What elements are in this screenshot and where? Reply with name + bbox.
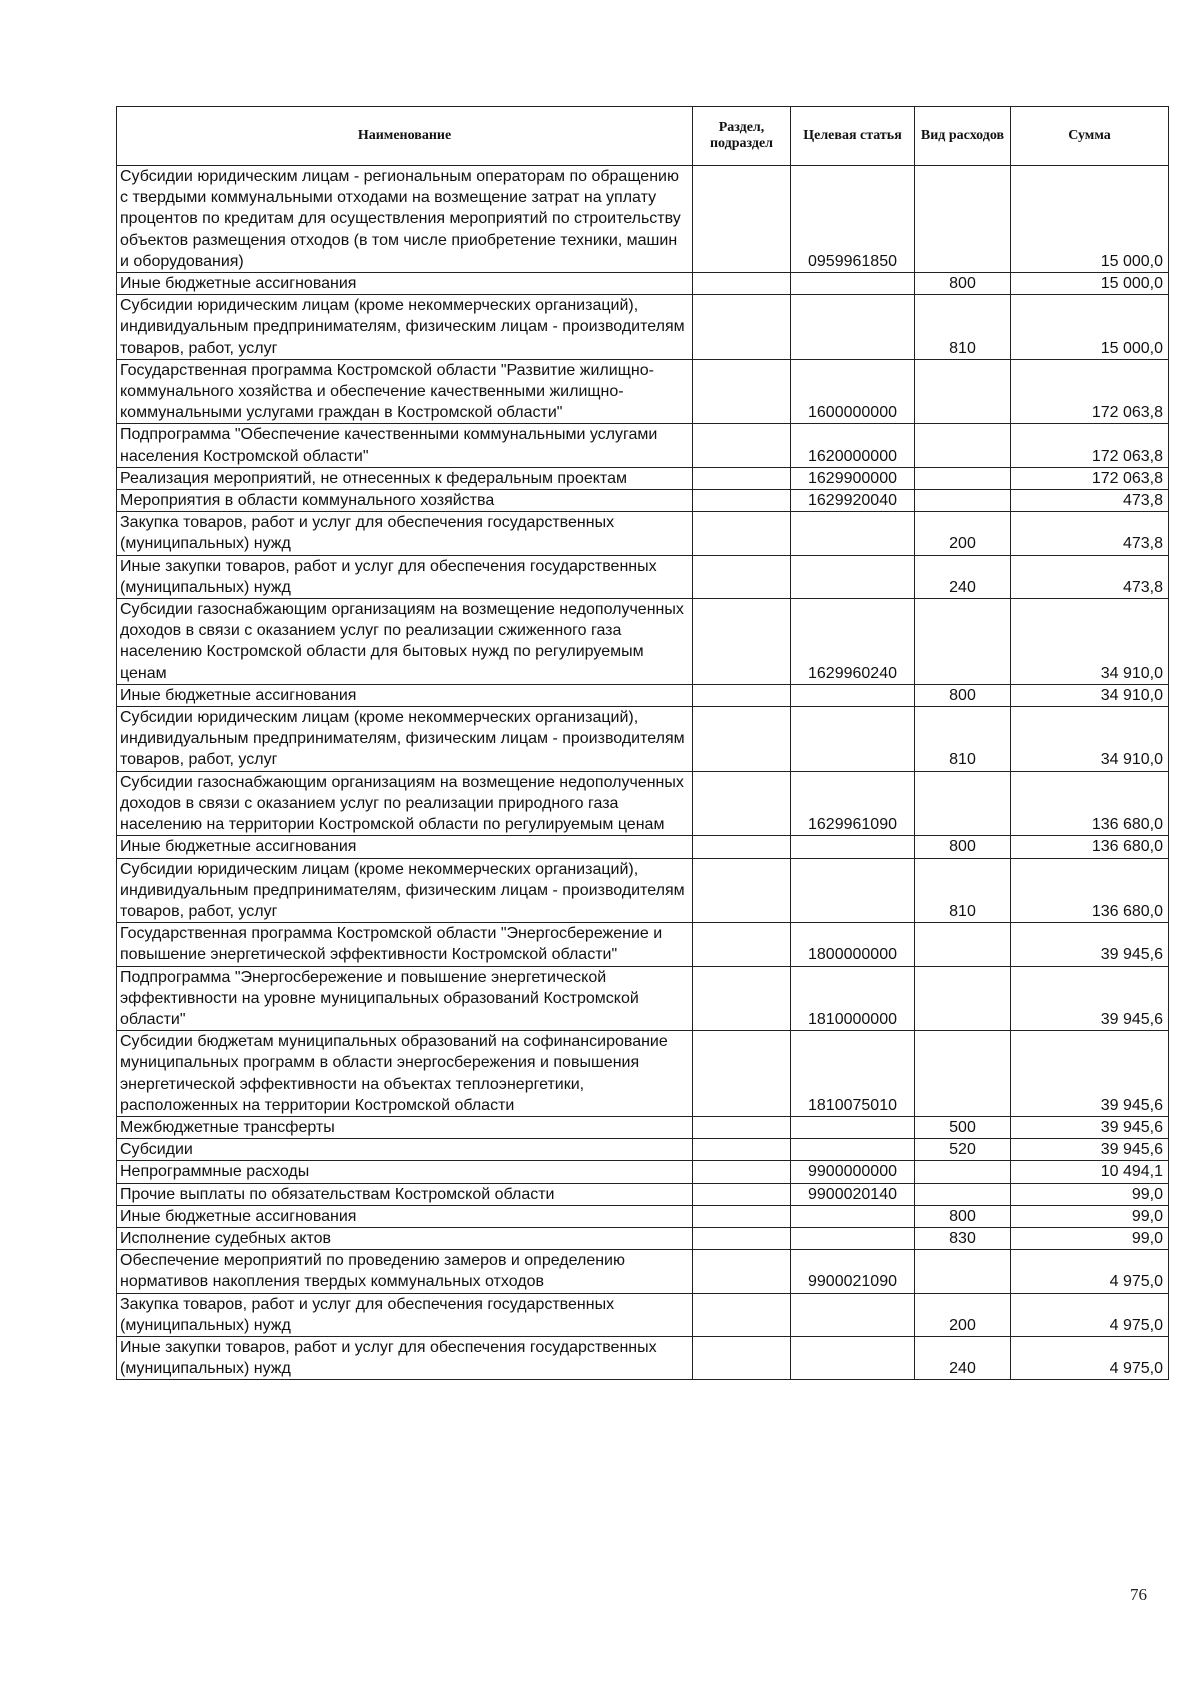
cell-target xyxy=(791,512,915,555)
table-row xyxy=(117,684,1169,706)
cell-sum: 4 975,0 xyxy=(1011,1293,1169,1336)
table-row xyxy=(117,771,1169,836)
cell-target: 1629961090 xyxy=(791,771,915,836)
cell-target xyxy=(791,684,915,706)
cell-sum: 39 945,6 xyxy=(1011,966,1169,1031)
cell-target xyxy=(791,1227,915,1249)
table-row xyxy=(117,273,1169,295)
cell-section xyxy=(693,1139,791,1161)
table-row xyxy=(117,1293,1169,1336)
cell-type: 800 xyxy=(915,1205,1011,1227)
cell-name: Государственная программа Костромской области "Развитие жилищно-коммунального хозяйства и обеспечение качественными жилищно-коммунальными услугами граждан в Костромской области" xyxy=(117,359,693,424)
cell-sum: 39 945,6 xyxy=(1011,923,1169,966)
cell-name: Реализация мероприятий, не отнесенных к федеральным проектам xyxy=(117,467,693,489)
cell-target xyxy=(791,1139,915,1161)
cell-section xyxy=(693,1031,791,1117)
cell-sum: 473,8 xyxy=(1011,555,1169,598)
cell-type xyxy=(915,1183,1011,1205)
table-row xyxy=(117,966,1169,1031)
table-row xyxy=(117,490,1169,512)
cell-sum: 39 945,6 xyxy=(1011,1116,1169,1138)
cell-sum: 15 000,0 xyxy=(1011,295,1169,360)
header-target: Целевая статья xyxy=(791,107,915,166)
cell-type: 810 xyxy=(915,707,1011,772)
cell-name: Иные бюджетные ассигнования xyxy=(117,836,693,858)
cell-section xyxy=(693,1116,791,1138)
cell-target xyxy=(791,555,915,598)
cell-type xyxy=(915,599,1011,685)
table-row xyxy=(117,1139,1169,1161)
table-row xyxy=(117,1116,1169,1138)
table-row xyxy=(117,166,1169,273)
table-row xyxy=(117,599,1169,685)
cell-sum: 172 063,8 xyxy=(1011,467,1169,489)
table-row xyxy=(117,295,1169,360)
cell-type xyxy=(915,1161,1011,1183)
cell-target xyxy=(791,707,915,772)
cell-target: 0959961850 xyxy=(791,166,915,273)
cell-section xyxy=(693,467,791,489)
cell-section xyxy=(693,555,791,598)
table-row xyxy=(117,1161,1169,1183)
cell-sum: 99,0 xyxy=(1011,1183,1169,1205)
cell-target: 1810000000 xyxy=(791,966,915,1031)
cell-sum: 34 910,0 xyxy=(1011,684,1169,706)
cell-target: 1600000000 xyxy=(791,359,915,424)
table-row xyxy=(117,923,1169,966)
cell-sum: 15 000,0 xyxy=(1011,166,1169,273)
cell-target: 9900020140 xyxy=(791,1183,915,1205)
cell-type: 240 xyxy=(915,555,1011,598)
cell-name: Субсидии юридическим лицам (кроме некоммерческих организаций), индивидуальным предпринимателям, физическим лицам - производителям товаров, работ, услуг xyxy=(117,707,693,772)
cell-type xyxy=(915,923,1011,966)
cell-type xyxy=(915,467,1011,489)
cell-type: 240 xyxy=(915,1336,1011,1379)
cell-sum: 39 945,6 xyxy=(1011,1139,1169,1161)
cell-target: 1800000000 xyxy=(791,923,915,966)
header-sum: Сумма xyxy=(1011,107,1169,166)
table-row xyxy=(117,1227,1169,1249)
cell-section xyxy=(693,599,791,685)
table-row xyxy=(117,512,1169,555)
cell-section xyxy=(693,490,791,512)
cell-type: 810 xyxy=(915,858,1011,923)
cell-section xyxy=(693,923,791,966)
cell-type: 810 xyxy=(915,295,1011,360)
cell-sum: 99,0 xyxy=(1011,1227,1169,1249)
cell-section xyxy=(693,858,791,923)
cell-target: 9900021090 xyxy=(791,1250,915,1293)
cell-sum: 39 945,6 xyxy=(1011,1031,1169,1117)
cell-name: Субсидии юридическим лицам (кроме некоммерческих организаций), индивидуальным предпринимателям, физическим лицам - производителям товаров, работ, услуг xyxy=(117,858,693,923)
cell-target xyxy=(791,1293,915,1336)
cell-name: Иные закупки товаров, работ и услуг для обеспечения государственных (муниципальных) нужд xyxy=(117,555,693,598)
cell-sum: 4 975,0 xyxy=(1011,1336,1169,1379)
cell-sum: 4 975,0 xyxy=(1011,1250,1169,1293)
cell-type: 500 xyxy=(915,1116,1011,1138)
table-row xyxy=(117,1031,1169,1117)
table-row xyxy=(117,1205,1169,1227)
cell-type xyxy=(915,1250,1011,1293)
cell-target: 1620000000 xyxy=(791,424,915,467)
cell-target xyxy=(791,858,915,923)
cell-type: 200 xyxy=(915,512,1011,555)
cell-section xyxy=(693,836,791,858)
cell-name: Субсидии бюджетам муниципальных образований на софинансирование муниципальных программ в области энергосбережения и повышения энергетической эффективности на объектах теплоэнергетики, расположенных на территории Костромской области xyxy=(117,1031,693,1117)
cell-sum: 136 680,0 xyxy=(1011,771,1169,836)
table-row xyxy=(117,467,1169,489)
cell-type xyxy=(915,771,1011,836)
cell-name: Субсидии юридическим лицам (кроме некоммерческих организаций), индивидуальным предпринимателям, физическим лицам - производителям товаров, работ, услуг xyxy=(117,295,693,360)
cell-sum: 10 494,1 xyxy=(1011,1161,1169,1183)
cell-sum: 34 910,0 xyxy=(1011,707,1169,772)
cell-section xyxy=(693,273,791,295)
cell-type: 200 xyxy=(915,1293,1011,1336)
cell-target xyxy=(791,1116,915,1138)
cell-name: Мероприятия в области коммунального хозяйства xyxy=(117,490,693,512)
cell-sum: 15 000,0 xyxy=(1011,273,1169,295)
cell-section xyxy=(693,1183,791,1205)
cell-section xyxy=(693,512,791,555)
cell-name: Обеспечение мероприятий по проведению замеров и определению нормативов накопления твердых коммунальных отходов xyxy=(117,1250,693,1293)
cell-section xyxy=(693,1293,791,1336)
cell-target xyxy=(791,1205,915,1227)
header-type: Вид расходов xyxy=(915,107,1011,166)
cell-name: Межбюджетные трансферты xyxy=(117,1116,693,1138)
cell-type xyxy=(915,966,1011,1031)
cell-type xyxy=(915,1031,1011,1117)
cell-name: Субсидии газоснабжающим организациям на возмещение недополученных доходов в связи с оказанием услуг по реализации сжиженного газа населению Костромской области для бытовых нужд по регулируемым ценам xyxy=(117,599,693,685)
cell-type: 800 xyxy=(915,273,1011,295)
cell-type xyxy=(915,359,1011,424)
cell-name: Субсидии юридическим лицам - региональным операторам по обращению с твердыми коммунальными отходами на возмещение затрат на уплату процентов по кредитам для осуществления мероприятий по строительству объектов размещения отходов (в том числе приобретение техники, машин и оборудования) xyxy=(117,166,693,273)
cell-name: Субсидии газоснабжающим организациям на возмещение недополученных доходов в связи с оказанием услуг по реализации природного газа населению на территории Костромской области по регулируемым ценам xyxy=(117,771,693,836)
cell-section xyxy=(693,1250,791,1293)
cell-type: 520 xyxy=(915,1139,1011,1161)
table-row xyxy=(117,1336,1169,1379)
cell-target: 1629900000 xyxy=(791,467,915,489)
cell-type: 830 xyxy=(915,1227,1011,1249)
cell-type xyxy=(915,166,1011,273)
cell-name: Подпрограмма "Обеспечение качественными коммунальными услугами населения Костромской области" xyxy=(117,424,693,467)
table-header-row xyxy=(117,107,1169,166)
cell-name: Иные закупки товаров, работ и услуг для обеспечения государственных (муниципальных) нужд xyxy=(117,1336,693,1379)
cell-sum: 34 910,0 xyxy=(1011,599,1169,685)
cell-name: Непрограммные расходы xyxy=(117,1161,693,1183)
page-number: 76 xyxy=(1130,1585,1147,1604)
cell-target xyxy=(791,836,915,858)
header-name: Наименование xyxy=(117,107,693,166)
table-row xyxy=(117,1250,1169,1293)
table-row xyxy=(117,836,1169,858)
cell-section xyxy=(693,1227,791,1249)
cell-target: 1629960240 xyxy=(791,599,915,685)
table-row xyxy=(117,555,1169,598)
cell-section xyxy=(693,966,791,1031)
cell-target: 1629920040 xyxy=(791,490,915,512)
budget-table xyxy=(116,106,1169,1380)
cell-target xyxy=(791,273,915,295)
cell-target xyxy=(791,1336,915,1379)
table-row xyxy=(117,424,1169,467)
cell-name: Закупка товаров, работ и услуг для обеспечения государственных (муниципальных) нужд xyxy=(117,512,693,555)
cell-section xyxy=(693,424,791,467)
cell-sum: 136 680,0 xyxy=(1011,836,1169,858)
table-row xyxy=(117,359,1169,424)
cell-name: Прочие выплаты по обязательствам Костромской области xyxy=(117,1183,693,1205)
cell-name: Государственная программа Костромской области "Энергосбережение и повышение энергетической эффективности Костромской области" xyxy=(117,923,693,966)
cell-sum: 99,0 xyxy=(1011,1205,1169,1227)
cell-section xyxy=(693,295,791,360)
cell-name: Субсидии xyxy=(117,1139,693,1161)
cell-name: Подпрограмма "Энергосбережение и повышение энергетической эффективности на уровне муниципальных образований Костромской области" xyxy=(117,966,693,1031)
cell-sum: 136 680,0 xyxy=(1011,858,1169,923)
table-row xyxy=(117,858,1169,923)
cell-name: Иные бюджетные ассигнования xyxy=(117,1205,693,1227)
cell-section xyxy=(693,1336,791,1379)
table-row xyxy=(117,1183,1169,1205)
cell-name: Иные бюджетные ассигнования xyxy=(117,684,693,706)
cell-target xyxy=(791,295,915,360)
cell-section xyxy=(693,1205,791,1227)
cell-type xyxy=(915,490,1011,512)
table-row xyxy=(117,707,1169,772)
cell-type xyxy=(915,424,1011,467)
cell-section xyxy=(693,166,791,273)
cell-name: Исполнение судебных актов xyxy=(117,1227,693,1249)
cell-name: Закупка товаров, работ и услуг для обеспечения государственных (муниципальных) нужд xyxy=(117,1293,693,1336)
cell-section xyxy=(693,771,791,836)
cell-section xyxy=(693,684,791,706)
cell-target: 9900000000 xyxy=(791,1161,915,1183)
cell-name: Иные бюджетные ассигнования xyxy=(117,273,693,295)
cell-sum: 172 063,8 xyxy=(1011,424,1169,467)
cell-sum: 172 063,8 xyxy=(1011,359,1169,424)
cell-section xyxy=(693,359,791,424)
cell-type: 800 xyxy=(915,836,1011,858)
header-section: Раздел, подраздел xyxy=(693,107,791,166)
cell-sum: 473,8 xyxy=(1011,490,1169,512)
cell-section xyxy=(693,707,791,772)
cell-target: 1810075010 xyxy=(791,1031,915,1117)
cell-sum: 473,8 xyxy=(1011,512,1169,555)
table-body xyxy=(117,166,1169,1380)
cell-type: 800 xyxy=(915,684,1011,706)
cell-section xyxy=(693,1161,791,1183)
